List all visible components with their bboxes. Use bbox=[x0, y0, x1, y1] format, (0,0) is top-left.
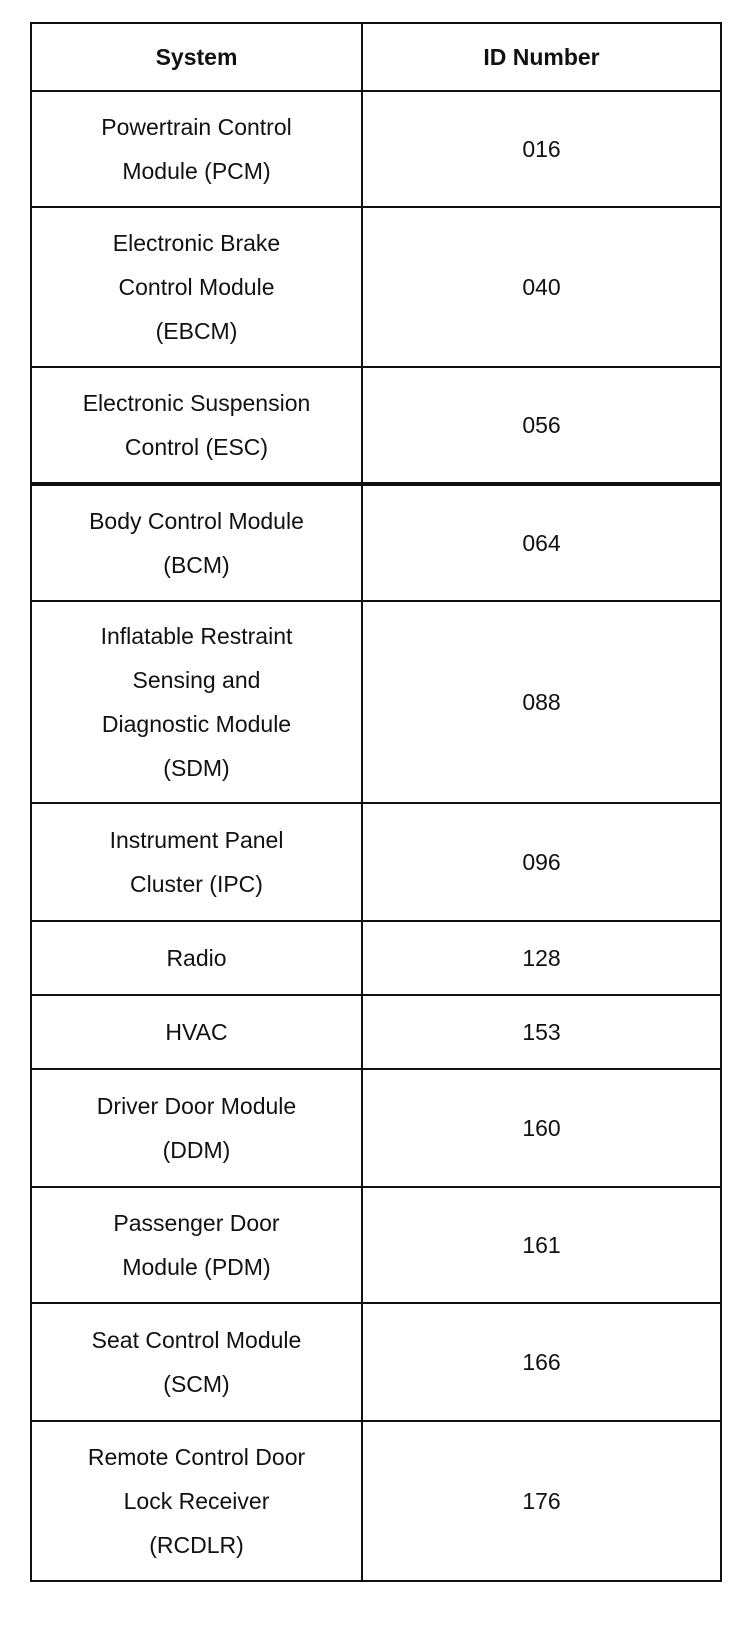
system-name-line: Electronic Suspension bbox=[82, 390, 311, 416]
system-name-cell bbox=[31, 484, 362, 601]
system-name-cell bbox=[31, 921, 362, 995]
system-name-line: (DDM) bbox=[162, 1137, 231, 1163]
id-number-table-container bbox=[30, 22, 720, 1582]
system-name-line: HVAC bbox=[165, 1019, 228, 1045]
system-name-line: Diagnostic Module bbox=[101, 711, 292, 737]
id-number-cell: 161 bbox=[362, 1187, 721, 1303]
table-row bbox=[31, 803, 721, 921]
system-name-line: Control (ESC) bbox=[124, 434, 269, 460]
table-row bbox=[31, 484, 721, 601]
id-number-cell: 176 bbox=[362, 1421, 721, 1581]
system-name-line: Sensing and bbox=[132, 667, 261, 693]
system-name-cell bbox=[31, 207, 362, 367]
id-number-cell: 128 bbox=[362, 921, 721, 995]
id-number-cell: 160 bbox=[362, 1069, 721, 1187]
system-id-table bbox=[30, 22, 722, 1582]
system-name-line: Driver Door Module bbox=[96, 1093, 297, 1119]
id-number-cell: 166 bbox=[362, 1303, 721, 1421]
id-number-cell: 153 bbox=[362, 995, 721, 1069]
table-row bbox=[31, 1187, 721, 1303]
system-name-line: Cluster (IPC) bbox=[130, 871, 263, 897]
system-name-line: Module (PDM) bbox=[122, 1254, 271, 1280]
system-name-line: Powertrain Control bbox=[101, 114, 292, 140]
system-name-line: Lock Receiver bbox=[123, 1488, 270, 1514]
system-name-line: (SCM) bbox=[163, 1371, 230, 1397]
table-row bbox=[31, 207, 721, 367]
table-row bbox=[31, 995, 721, 1069]
system-name-cell bbox=[31, 601, 362, 803]
system-name-cell bbox=[31, 1069, 362, 1187]
system-name-line: Control Module bbox=[118, 274, 275, 300]
table-row bbox=[31, 601, 721, 803]
system-name-cell bbox=[31, 995, 362, 1069]
system-name-cell bbox=[31, 1303, 362, 1421]
table-row bbox=[31, 1069, 721, 1187]
system-name-line: Electronic Brake bbox=[112, 230, 281, 256]
system-name-cell bbox=[31, 91, 362, 207]
id-number-cell: 016 bbox=[362, 91, 721, 207]
system-name-cell bbox=[31, 803, 362, 921]
system-name-line: Radio bbox=[166, 945, 227, 971]
id-number-cell: 096 bbox=[362, 803, 721, 921]
system-name-line: Remote Control Door bbox=[87, 1444, 306, 1470]
system-name-cell bbox=[31, 367, 362, 484]
system-name-line: Passenger Door bbox=[113, 1210, 280, 1236]
system-name-line: (BCM) bbox=[163, 552, 230, 578]
system-name-cell bbox=[31, 1421, 362, 1581]
id-number-cell: 056 bbox=[362, 367, 721, 484]
system-name-line: Module (PCM) bbox=[122, 158, 271, 184]
table-row bbox=[31, 1303, 721, 1421]
header-id-number: ID Number bbox=[362, 23, 721, 91]
system-name-cell bbox=[31, 1187, 362, 1303]
system-name-line: (RCDLR) bbox=[149, 1532, 244, 1558]
system-name-line: Body Control Module bbox=[89, 508, 304, 534]
table-row bbox=[31, 91, 721, 207]
system-name-line: Inflatable Restraint bbox=[100, 623, 293, 649]
table-body bbox=[31, 91, 721, 1581]
id-number-cell: 064 bbox=[362, 484, 721, 601]
table-header-row bbox=[31, 23, 721, 91]
system-name-line: Instrument Panel bbox=[109, 827, 284, 853]
id-number-cell: 040 bbox=[362, 207, 721, 367]
system-name-line: (EBCM) bbox=[155, 318, 238, 344]
header-system: System bbox=[31, 23, 362, 91]
table-row bbox=[31, 921, 721, 995]
table-row bbox=[31, 1421, 721, 1581]
system-name-line: (SDM) bbox=[163, 755, 230, 781]
system-name-line: Seat Control Module bbox=[91, 1327, 302, 1353]
table-row bbox=[31, 367, 721, 484]
id-number-cell: 088 bbox=[362, 601, 721, 803]
